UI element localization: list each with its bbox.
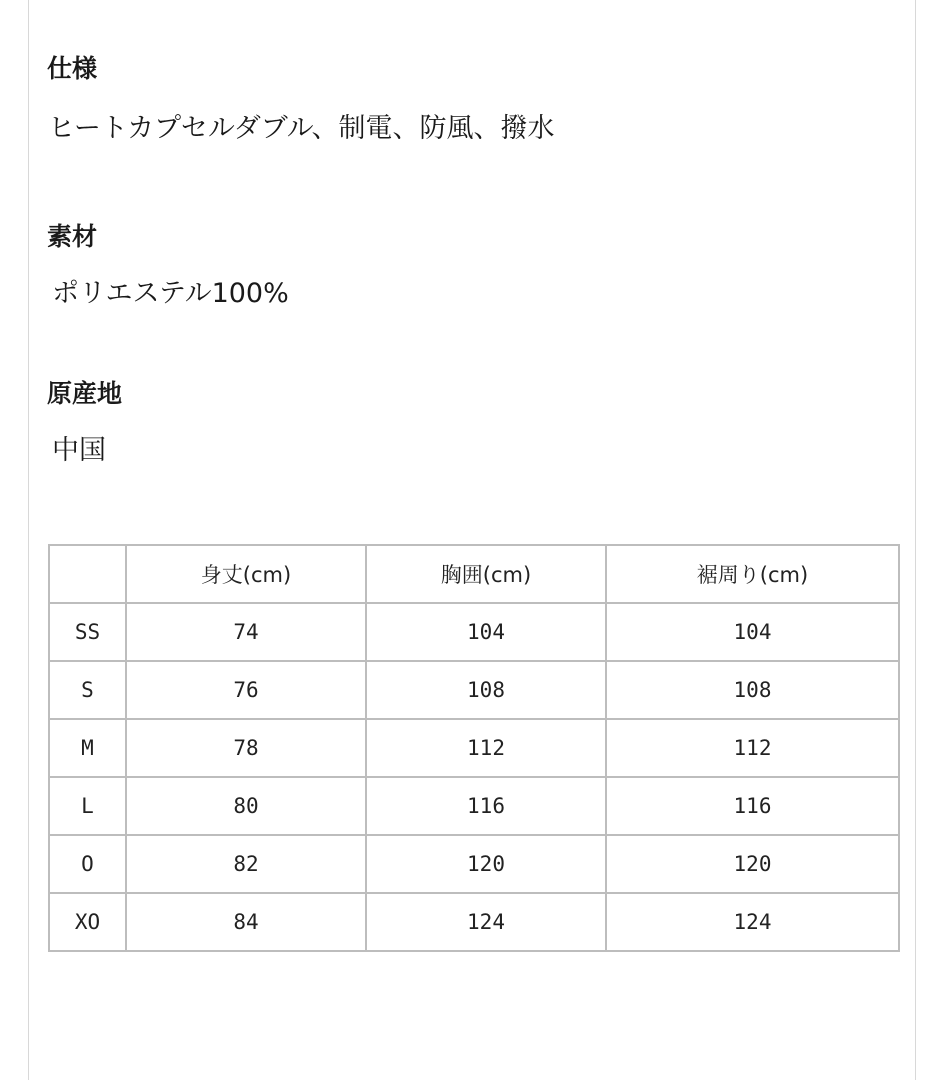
table-row [49, 835, 899, 893]
size-label-cell: M [49, 719, 126, 777]
hem-cell: 116 [606, 777, 899, 835]
size-label-cell: XO [49, 893, 126, 951]
size-label-cell: S [49, 661, 126, 719]
length-cell: 76 [126, 661, 366, 719]
hem-cell: 124 [606, 893, 899, 951]
hem-cell: 112 [606, 719, 899, 777]
length-cell: 74 [126, 603, 366, 661]
size-chart-table [48, 544, 900, 952]
hem-cell: 108 [606, 661, 899, 719]
header-cell-hem: 裾周り(cm) [606, 545, 899, 603]
chest-cell: 116 [366, 777, 606, 835]
size-label-cell: O [49, 835, 126, 893]
origin-heading: 原産地 [47, 379, 123, 408]
table-row [49, 893, 899, 951]
chest-cell: 108 [366, 661, 606, 719]
length-cell: 78 [126, 719, 366, 777]
size-label-cell: L [49, 777, 126, 835]
chest-cell: 120 [366, 835, 606, 893]
length-cell: 84 [126, 893, 366, 951]
spec-text: ヒートカプセルダブル、制電、防風、撥水 [48, 113, 555, 144]
table-row [49, 777, 899, 835]
material-text: ポリエステル100% [52, 278, 289, 309]
header-cell-length: 身丈(cm) [126, 545, 366, 603]
chest-cell: 124 [366, 893, 606, 951]
chest-cell: 104 [366, 603, 606, 661]
spec-heading: 仕様 [47, 54, 98, 83]
length-cell: 82 [126, 835, 366, 893]
material-heading: 素材 [47, 222, 98, 251]
table-header-row [49, 545, 899, 603]
chest-cell: 112 [366, 719, 606, 777]
table-row [49, 719, 899, 777]
origin-text: 中国 [52, 435, 106, 466]
hem-cell: 120 [606, 835, 899, 893]
size-label-cell: SS [49, 603, 126, 661]
hem-cell: 104 [606, 603, 899, 661]
table-row [49, 603, 899, 661]
header-cell-chest: 胸囲(cm) [366, 545, 606, 603]
table-row [49, 661, 899, 719]
length-cell: 80 [126, 777, 366, 835]
header-cell-size [49, 545, 126, 603]
